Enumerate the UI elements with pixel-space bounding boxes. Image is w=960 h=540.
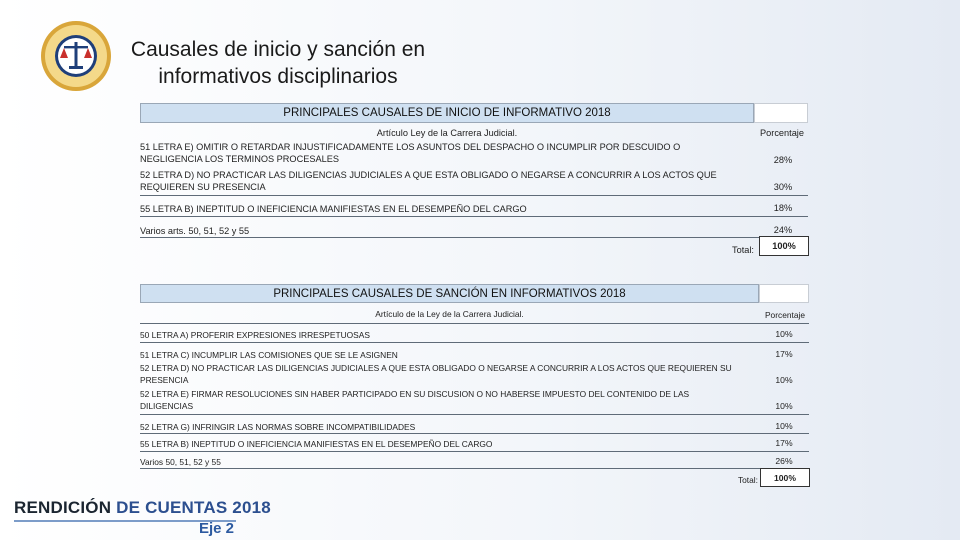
footer-title-part2: DE CUENTAS 2018 xyxy=(116,498,271,517)
table1-row-2-pct: 30% xyxy=(773,182,793,192)
page-title: Causales de inicio y sanción en informativos disciplinarios xyxy=(130,38,426,88)
table2-row-4-text: 52 LETRA E) FIRMAR RESOLUCIONES SIN HABER PARTICIPADO EN SU DISCUSION O NO HABERSE IMPUESTO DEL CONTENIDO DE LAS DILIGENCIAS xyxy=(140,389,690,411)
table2-row-5-pct: 10% xyxy=(775,421,793,431)
table1-row-4-pct: 24% xyxy=(773,225,793,235)
table1-divider xyxy=(140,216,808,217)
table2-row-6-text: 55 LETRA B) INEPTITUD O INEFICIENCIA MANIFIESTAS EN EL DESEMPEÑO DEL CARGO xyxy=(140,439,493,449)
table1-row-1-pct: 28% xyxy=(773,155,793,165)
table2-row-7-pct: 26% xyxy=(775,456,793,466)
table2-divider xyxy=(140,323,809,324)
table2-row-2-pct: 17% xyxy=(775,349,793,359)
table2-total-label: Total: xyxy=(737,475,758,485)
table1-row-1-text: 51 LETRA E) OMITIR O RETARDAR INJUSTIFICADAMENTE LOS ASUNTOS DEL DESPACHO O INCUMPLIR POR DESCUIDO O NEGLIGENCIA LOS TERMINOS PROCESALES xyxy=(140,142,681,164)
table1-col-pct: Porcentaje xyxy=(760,128,804,138)
table2-row-3-text: 52 LETRA D) NO PRACTICAR LAS DILIGENCIAS JUDICIALES A QUE ESTA OBLIGADO O NEGARSE A CONCURRIR A LOS ACTOS QUE REQUIEREN SU PRESENCIA xyxy=(140,363,732,385)
table2-header: PRINCIPALES CAUSALES DE SANCIÓN EN INFORMATIVOS 2018 xyxy=(140,284,759,303)
table1-total-value: 100% xyxy=(759,236,809,256)
table2-row-6-pct: 17% xyxy=(775,438,793,448)
table1-pct-header-box xyxy=(754,103,808,123)
table2-row-1-pct: 10% xyxy=(775,329,793,339)
table2-total-value: 100% xyxy=(760,468,810,487)
table2-divider xyxy=(140,433,809,434)
table2-row-5-text: 52 LETRA G) INFRINGIR LAS NORMAS SOBRE INCOMPATIBILIDADES xyxy=(140,422,416,432)
table2-col-article: Artículo de la Ley de la Carrera Judicial. xyxy=(375,309,524,319)
table1-divider xyxy=(140,195,808,196)
table2-row-3-pct: 10% xyxy=(775,375,793,385)
table2-divider xyxy=(140,414,809,415)
table1-row-2-text: 52 LETRA D) NO PRACTICAR LAS DILIGENCIAS JUDICIALES A QUE ESTA OBLIGADO O NEGARSE A CONCURRIR A LOS ACTOS QUE REQUIEREN SU PRESENCIA xyxy=(140,170,717,192)
footer-title-part1: RENDICIÓN xyxy=(14,498,117,517)
table2-col-pct: Porcentaje xyxy=(764,310,806,320)
judicial-seal-icon xyxy=(40,20,112,92)
footer-eje-label: Eje 2 xyxy=(199,520,235,537)
table1-row-3-text: 55 LETRA B) INEPTITUD O INEFICIENCIA MANIFIESTAS EN EL DESEMPEÑO DEL CARGO xyxy=(140,204,527,214)
table2-row-1-text: 50 LETRA A) PROFERIR EXPRESIONES IRRESPETUOSAS xyxy=(140,330,370,340)
footer-title xyxy=(14,498,271,518)
table2-divider xyxy=(140,468,809,469)
table2-row-4-pct: 10% xyxy=(775,401,793,411)
table2-row-7-text: Varios 50, 51, 52 y 55 xyxy=(140,457,221,467)
table2-pct-header-box xyxy=(759,284,809,303)
table1-col-article: Artículo Ley de la Carrera Judicial. xyxy=(376,128,518,138)
table1-total-label: Total: xyxy=(732,245,754,255)
table1-row-3-pct: 18% xyxy=(773,203,793,213)
table1-header: PRINCIPALES CAUSALES DE INICIO DE INFORMATIVO 2018 xyxy=(140,103,754,123)
table2-divider xyxy=(140,342,809,343)
table1-row-4-text: Varios arts. 50, 51, 52 y 55 xyxy=(140,226,250,236)
table2-row-2-text: 51 LETRA C) INCUMPLIR LAS COMISIONES QUE SE LE ASIGNEN xyxy=(140,350,398,360)
table2-divider xyxy=(140,451,809,452)
table1-divider xyxy=(140,237,808,238)
